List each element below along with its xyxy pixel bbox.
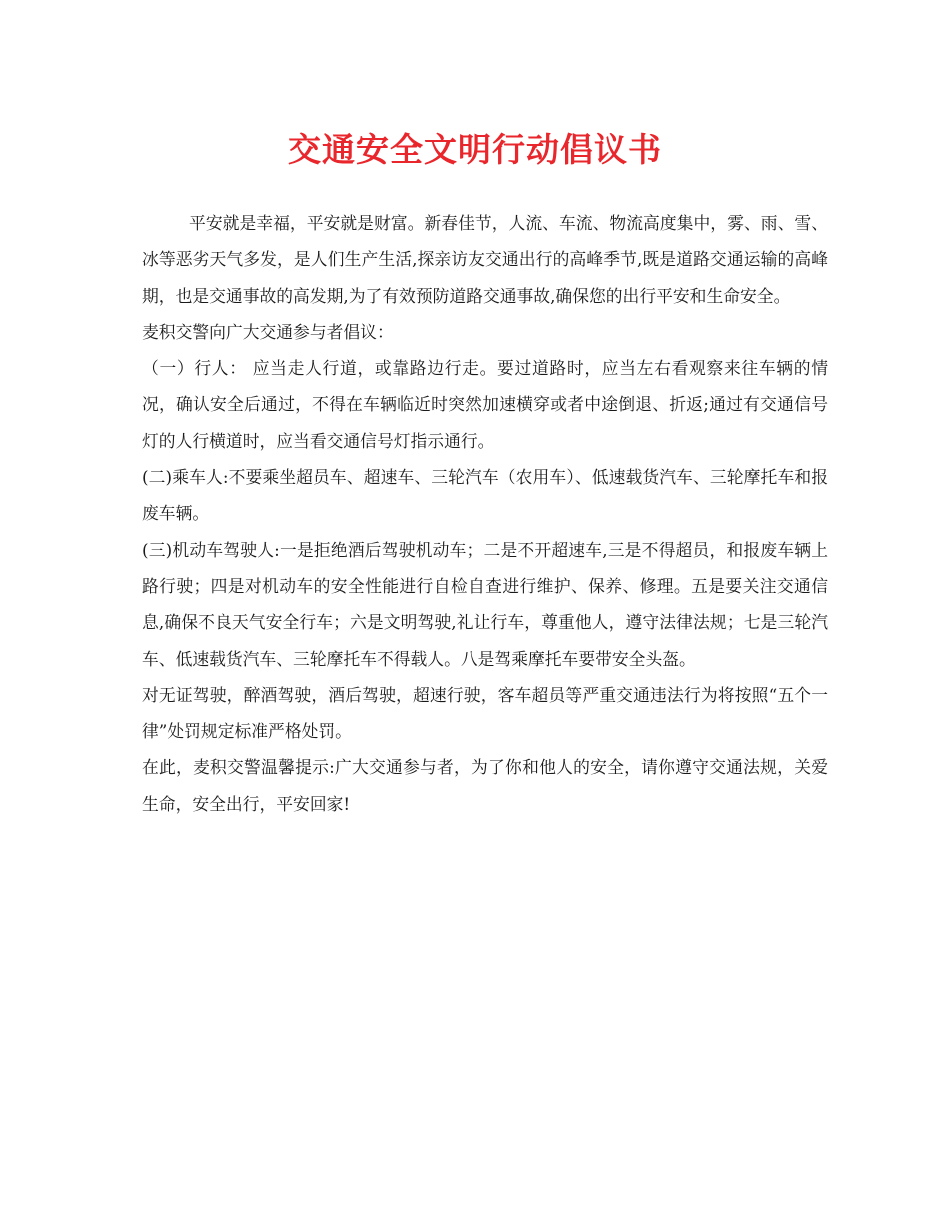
paragraph-pedestrians: （一）行人： 应当走人行道，或靠路边行走。要过道路时，应当左右看观察来往车辆的情况，确认安全后通过，不得在车辆临近时突然加速横穿或者中途倒退、折返;通过有交通信号灯的人行横道时，应当看交通信号灯指示通行。 xyxy=(142,358,828,451)
paragraph-penalties: 对无证驾驶，醉酒驾驶，酒后驾驶，超速行驶，客车超员等严重交通违法行为将按照“五个一律”处罚规定标准严格处罚。 xyxy=(142,684,828,742)
paragraph-intro: 平安就是幸福，平安就是财富。新春佳节，人流、车流、物流高度集中，雾、雨、雪、冰等恶劣天气多发，是人们生产生活,探亲访友交通出行的高峰季节,既是道路交通运输的高峰期，也是交通事故的高发期,为了有效预防道路交通事故,确保您的出行平安和生命安全。 xyxy=(142,213,828,306)
paragraph-closing: 在此，麦积交警温馨提示:广大交通参与者，为了你和他人的安全，请你遵守交通法规，关爱生命，安全出行，平安回家! xyxy=(142,757,828,814)
document-body xyxy=(142,205,828,822)
paragraph-passengers: (二)乘车人:不要乘坐超员车、超速车、三轮汽车（农用车）、低速载货汽车、三轮摩托车和报废车辆。 xyxy=(142,467,828,524)
document-title: 交通安全文明行动倡议书 xyxy=(288,130,662,169)
paragraph-proposal-lead: 麦积交警向广大交通参与者倡议： xyxy=(142,321,394,342)
paragraph-drivers: (三)机动车驾驶人:一是拒绝酒后驾驶机动车；二是不开超速车,三是不得超员，和报废车辆上路行驶；四是对机动车的安全性能进行自检自查进行维护、保养、修理。五是要关注交通信息,确保不良天气安全行车；六是文明驾驶,礼让行车，尊重他人，遵守法律法规；七是三轮汽车、低速载货汽车、三轮摩托车不得载人。八是驾乘摩托车要带安全头盔。 xyxy=(142,539,828,669)
